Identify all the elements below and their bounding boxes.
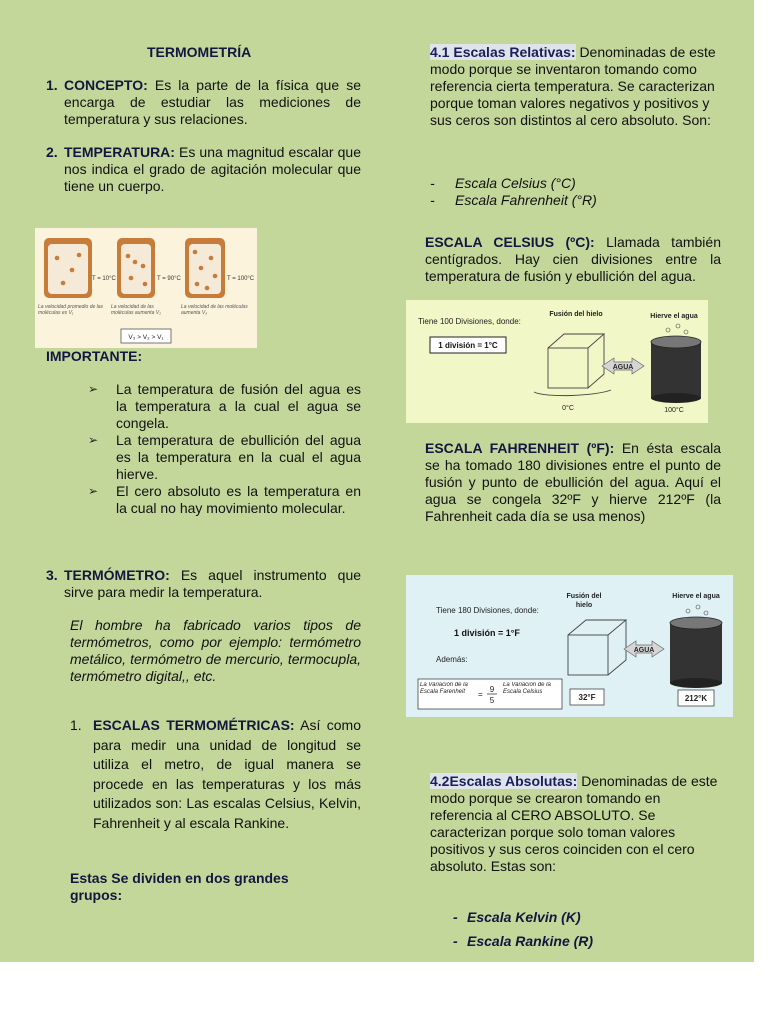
- celsius-unit: 1 división = 1°C: [438, 341, 498, 350]
- absolutas-section: [430, 773, 720, 875]
- velocity-formula: V₃ > V₂ > V₁: [128, 334, 164, 341]
- celsius-hierve: Hierve el agua: [650, 313, 698, 320]
- beaker-2-icon: [117, 238, 155, 298]
- relativas-text: Denominadas de este modo porque se inventaron tomando como referencia cierta temperatura. Se caracterizan porque toman valores negativos y positivos y sus ceros son distintos al cero absoluto. Son:: [430, 44, 716, 128]
- absolutas-label: 4.2Escalas Absolutas:: [430, 773, 578, 789]
- grupos-text: Estas Se dividen en dos grandes grupos:: [70, 870, 289, 903]
- fahrenheit-fusion-2: hielo: [575, 602, 593, 609]
- concepto-text: Es la parte de la física que se encarga de estudiar las mediciones de temperatura y sus relaciones.: [64, 77, 361, 127]
- celsius-t100: 100°C: [664, 407, 684, 414]
- fahrenheit-ademas: Además:: [436, 655, 468, 664]
- relativas-label: 4.1 Escalas Relativas:: [430, 44, 576, 60]
- fahrenheit-fusion-1: Fusión del: [566, 593, 602, 600]
- fahrenheit-t32: 32°F: [578, 693, 596, 702]
- celsius-figure: [406, 300, 708, 423]
- temperatura-text: Es una magnitud escalar que nos indica el grado de agitación molecular que tiene un cuerpo.: [64, 144, 362, 194]
- celsius-fusion: Fusión del hielo: [549, 311, 603, 318]
- ice-cube-icon: [568, 620, 626, 675]
- concepto-section: [46, 77, 361, 128]
- temp-label-2: T = 90°C: [157, 276, 181, 282]
- fahrenheit-unit: 1 división = 1°F: [454, 628, 520, 638]
- boiling-pot-icon: [670, 605, 722, 688]
- celsius-label: ESCALA CELSIUS (ºC):: [425, 234, 595, 250]
- temperatura-label: TEMPERATURA:: [64, 144, 175, 160]
- termometro-label: TERMÓMETRO:: [64, 567, 170, 583]
- temp-label-3: T = 100°C: [227, 276, 255, 282]
- fahrenheit-agua: AGUA: [633, 647, 655, 654]
- importante-heading: IMPORTANTE:: [46, 348, 143, 364]
- celsius-text: Llamada también centígrados. Hay cien divisiones entre la temperatura de fusión y ebullición del agua.: [425, 234, 721, 284]
- termometro-number: 3.: [46, 567, 58, 583]
- ratio-equals: =: [478, 690, 483, 699]
- caption-2: La velocidad de las moléculas aumenta V₂: [111, 304, 161, 316]
- escalas-number: 1.: [70, 717, 82, 733]
- var-celsius: La Variación de la Escala Celsius: [503, 682, 551, 695]
- absolutas-list: [453, 905, 593, 953]
- escalas-text: Así como para medir una unidad de longitud se utiliza el metro, de igual manera se procede en las temperaturas y los más utilizados son: Las escalas Celsius, Kelvin, Fahrenheit y al escala Rankine.: [93, 717, 361, 831]
- celsius-section: [425, 234, 721, 285]
- beaker-1-icon: [44, 238, 92, 298]
- fahrenheit-section: [425, 440, 721, 525]
- temperatura-section: [46, 144, 361, 195]
- termometro-types: El hombre ha fabricado varios tipos de termómetros, como por ejemplo: termómetro metálico, termómetro de mercurio, termocupla, termómetro digital,, etc.: [70, 617, 361, 684]
- temperatura-number: 2.: [46, 144, 58, 160]
- celsius-divisions: Tiene 100 Divisiones, donde:: [418, 317, 521, 326]
- concepto-label: CONCEPTO:: [64, 77, 148, 93]
- list-item: - Escala Celsius (°C): [430, 175, 597, 192]
- ratio-denominator: 5: [489, 696, 495, 705]
- ratio-numerator: 9: [489, 685, 495, 694]
- fahrenheit-divisions: Tiene 180 Divisiones, donde:: [436, 606, 539, 615]
- celsius-t0: 0°C: [562, 405, 574, 412]
- fahrenheit-text: En ésta escala se ha tomado 180 divisiones entre el punto de fusión y punto de ebullición del agua. Aquí el agua se congela 32ºF y hierve 212ºF (la Fahrenheit cada día se usa menos): [425, 440, 721, 524]
- absolutas-text: Denominadas de este modo porque se crearon tomando en referencia al CERO ABSOLUTO. Se caracterizan porque solo toman valores positivos y sus ceros coinciden con el cero absoluto. Estas son:: [430, 773, 718, 874]
- list-item: - Escala Kelvin (K): [453, 905, 593, 929]
- relativas-section: [430, 44, 720, 129]
- caption-3: La velocidad de las moléculas aumenta V₃: [181, 304, 248, 316]
- beaker-3-icon: [185, 238, 225, 298]
- escalas-label: ESCALAS TERMOMÉTRICAS:: [93, 717, 295, 733]
- importante-list: [88, 381, 361, 517]
- relativas-list: [430, 175, 597, 209]
- fahrenheit-t212: 212°K: [684, 694, 708, 703]
- list-item: ➢ La temperatura de fusión del agua es la temperatura a la cual el agua se congela.: [88, 381, 361, 432]
- celsius-agua: AGUA: [612, 364, 634, 371]
- fahrenheit-hierve: Hierve el agua: [672, 593, 720, 600]
- doc-title: TERMOMETRÍA: [147, 44, 252, 60]
- termometro-text: Es aquel instrumento que sirve para medir la temperatura.: [64, 567, 362, 600]
- list-item: - Escala Fahrenheit (°R): [430, 192, 597, 209]
- fahrenheit-figure: [406, 575, 733, 717]
- escalas-section: [70, 716, 361, 833]
- caption-1: La velocidad promedio de las moléculas es V₁: [38, 304, 104, 316]
- list-item: - Escala Rankine (R): [453, 929, 593, 953]
- list-item: ➢ El cero absoluto es la temperatura en la cual no hay movimiento molecular.: [88, 483, 361, 517]
- concepto-number: 1.: [46, 77, 58, 93]
- var-fahrenheit: La Variación de la Escala Farenheit: [420, 682, 468, 695]
- list-item: ➢ La temperatura de ebullición del agua es la temperatura en la cual el agua hierve.: [88, 432, 361, 483]
- termometro-section: [46, 567, 361, 601]
- ice-cube-icon: [534, 334, 611, 396]
- fahrenheit-label: ESCALA FAHRENHEIT (ºF):: [425, 440, 615, 456]
- temp-label-1: T = 10°C: [92, 276, 116, 282]
- molecules-figure: [35, 228, 257, 348]
- boiling-pot-icon: [651, 324, 701, 403]
